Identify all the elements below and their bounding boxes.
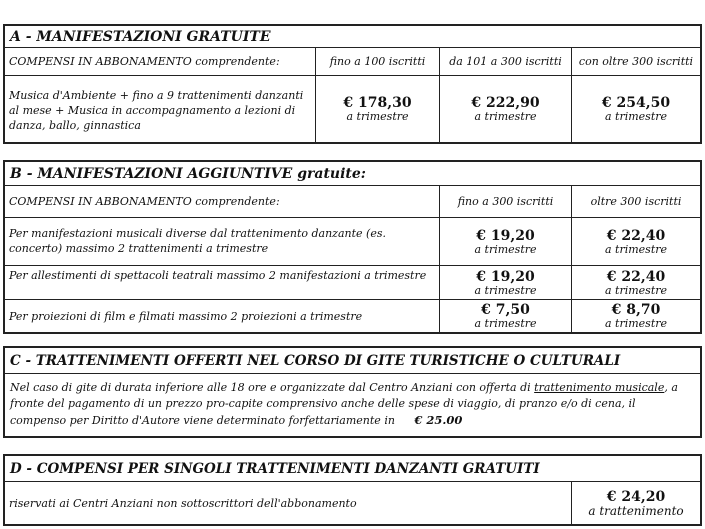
- price-value: € 22,40: [606, 268, 666, 285]
- section-d: [3, 454, 702, 526]
- section-d-title: D - COMPENSI PER SINGOLI TRATTENIMENTI DANZANTI GRATUITI: [5, 456, 700, 482]
- price-unit: a trimestre: [474, 110, 537, 123]
- price-value: € 178,30: [343, 95, 412, 111]
- price-value: € 19,20: [476, 268, 535, 285]
- section-b: [3, 160, 702, 334]
- section-a-row-label: Musica d'Ambiente + fino a 9 trattenimenti danzanti al mese + Musica in accompagnamento a lezioni di danza, ballo, ginnastica: [9, 89, 304, 132]
- section-a-title: A - MANIFESTAZIONI GRATUITE: [5, 26, 700, 48]
- section-b-row-label: Per manifestazioni musicali diverse dal trattenimento danzante (es. concerto) massimo 2 trattenimenti a trimestre: [9, 227, 386, 255]
- section-b-header-row: [5, 186, 700, 218]
- price-unit: a trimestre: [604, 283, 668, 297]
- column-header: con oltre 300 iscritti: [578, 55, 694, 68]
- price-value: € 24,20: [606, 489, 666, 505]
- section-b-title: B - MANIFESTAZIONI AGGIUNTIVE gratuite:: [5, 162, 700, 186]
- section-b-row: [5, 218, 700, 266]
- section-c-text: [5, 374, 700, 429]
- price-unit: a trimestre: [346, 110, 409, 123]
- section-b-row: [5, 266, 700, 300]
- section-b-row-label: Per allestimenti di spettacoli teatrali massimo 2 manifestazioni a trimestre: [9, 269, 427, 282]
- section-c-text-2: , a fronte del pagamento di un prezzo pro-capite comprensivo anche delle spese di viaggio, di pranzo e/o di cena, il compenso per Diritto d'Autore viene determinato forfettariamente in: [10, 381, 678, 427]
- section-a: [3, 24, 702, 144]
- section-a-header-row: [5, 48, 700, 76]
- column-header: fino a 300 iscritti: [457, 195, 554, 208]
- price-unit: a trimestre: [604, 317, 668, 330]
- column-header: da 101 a 300 iscritti: [449, 55, 562, 68]
- price-unit: a trimestre: [474, 317, 537, 330]
- section-a-header-label: COMPENSI IN ABBONAMENTO comprendente:: [9, 55, 280, 68]
- column-header: fino a 100 iscritti: [329, 55, 426, 68]
- section-b-row-label: Per proiezioni di film e filmati massimo 2 proiezioni a trimestre: [9, 309, 363, 323]
- price-value: € 254,50: [601, 95, 671, 111]
- section-c-text-underlined: trattenimento musicale: [534, 381, 665, 394]
- section-c: [3, 346, 702, 438]
- price-value: € 7,50: [481, 302, 530, 318]
- section-c-amount: € 25.00: [414, 413, 463, 427]
- section-c-title: C - TRATTENIMENTI OFFERTI NEL CORSO DI GITE TURISTICHE O CULTURALI: [5, 348, 700, 374]
- section-c-body: [5, 374, 700, 436]
- section-d-row: [5, 482, 700, 524]
- price-value: € 222,90: [471, 95, 540, 111]
- price-value: € 19,20: [476, 227, 535, 244]
- column-header: oltre 300 iscritti: [590, 195, 682, 208]
- section-b-header-label: COMPENSI IN ABBONAMENTO comprendente:: [9, 195, 280, 208]
- price-unit: a trimestre: [474, 242, 537, 256]
- section-d-label: riservati ai Centri Anziani non sottoscrittori dell'abbonamento: [9, 496, 357, 510]
- price-unit: a trimestre: [604, 242, 668, 256]
- price-unit: a trattenimento: [588, 504, 684, 518]
- price-unit: a trimestre: [474, 283, 537, 297]
- section-b-row: [5, 300, 700, 332]
- section-a-price-row: [5, 76, 700, 142]
- section-c-text-1: Nel caso di gite di durata inferiore alle 18 ore e organizzate dal Centro Anziani con offerta di: [10, 381, 535, 394]
- price-value: € 8,70: [611, 302, 661, 318]
- price-unit: a trimestre: [604, 110, 668, 123]
- price-value: € 22,40: [606, 227, 666, 244]
